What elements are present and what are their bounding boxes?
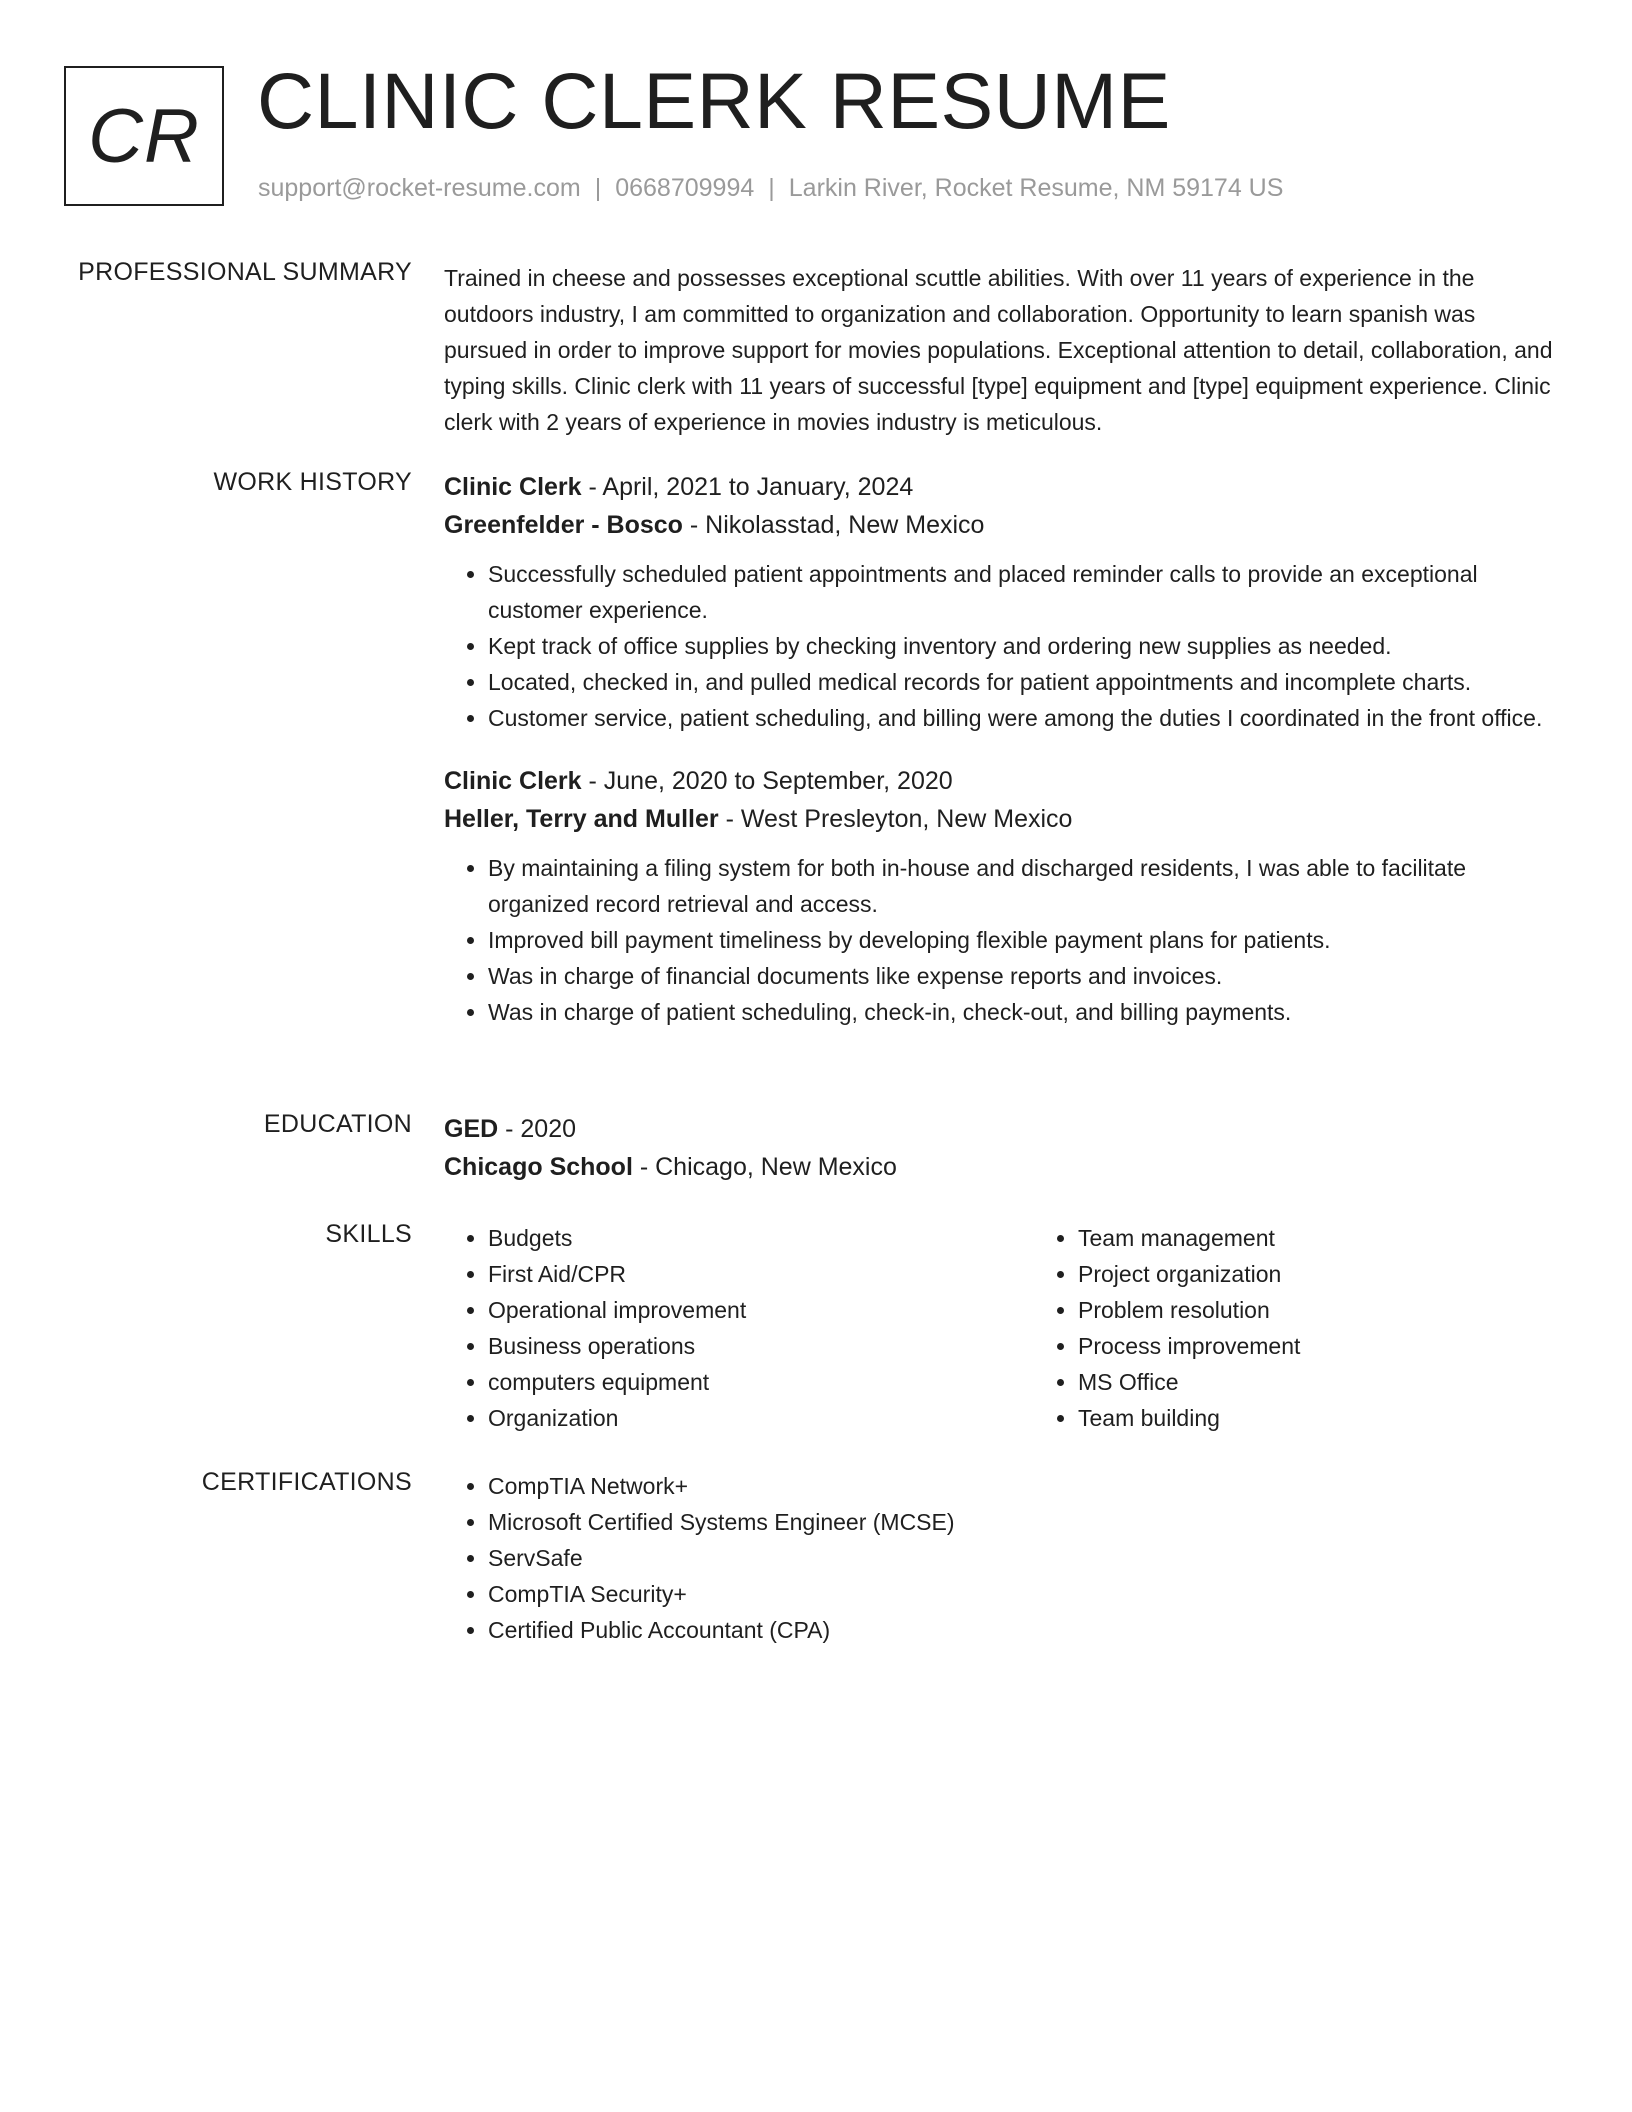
job-entry	[444, 762, 1560, 1030]
skills-list-left	[444, 1220, 1034, 1436]
certifications-body	[444, 1468, 1560, 1648]
contact-line	[258, 174, 1283, 203]
job-entry	[444, 468, 1560, 736]
job-title-line	[444, 762, 1560, 800]
job-company-line	[444, 800, 1560, 838]
job-dates: - April, 2021 to January, 2024	[581, 473, 914, 501]
monogram-initials: CR	[88, 93, 200, 179]
skill-item: • Team building	[1078, 1400, 1624, 1436]
certification-item: • Certified Public Accountant (CPA)	[488, 1612, 1560, 1648]
summary-text: Trained in cheese and possesses exceptional scuttle abilities. With over 11 years of experience in the outdoors industry, I am committed to organization and collaboration. Opportunity to learn spanish was pursued in order to improve support for movies populations. Exceptional attention to detail, collaboration, and typing skills. Clinic clerk with 11 years of successful [type] equipment and [type] equipment experience. Clinic clerk with 2 years of experience in movies industry is meticulous.	[444, 265, 1553, 435]
skill-item: • First Aid/CPR	[488, 1256, 1034, 1292]
list-item: • Was in charge of patient scheduling, check-in, check-out, and billing payments.	[488, 994, 1560, 1030]
job-title: Clinic Clerk	[444, 767, 582, 795]
job-bullets	[444, 556, 1560, 736]
contact-separator: |	[594, 174, 602, 202]
contact-separator: |	[768, 174, 775, 202]
certification-item: • ServSafe	[488, 1540, 1560, 1576]
skills-list-right	[1034, 1220, 1624, 1436]
certification-item: • Microsoft Certified Systems Engineer (MCSE)	[488, 1504, 1560, 1540]
job-title-line	[444, 468, 1560, 506]
education-body	[444, 1110, 1560, 1186]
job-title: Clinic Clerk	[444, 473, 582, 501]
skill-item: • Business operations	[488, 1328, 1034, 1364]
job-bullets	[444, 850, 1560, 1030]
section-label-summary: PROFESSIONAL SUMMARY	[78, 258, 412, 286]
education-year: - 2020	[498, 1115, 577, 1143]
list-item: • Was in charge of financial documents like expense reports and invoices.	[488, 958, 1560, 994]
skill-item: • Process improvement	[1078, 1328, 1624, 1364]
contact-email: support@rocket-resume.com	[258, 174, 581, 202]
skill-item: • Team management	[1078, 1220, 1624, 1256]
job-company-line	[444, 506, 1560, 544]
job-location: - West Presleyton, New Mexico	[718, 805, 1073, 833]
education-degree: GED	[444, 1115, 499, 1143]
section-label-certifications: CERTIFICATIONS	[201, 1468, 412, 1496]
certification-item: • CompTIA Network+	[488, 1468, 1560, 1504]
job-company: Greenfelder - Bosco	[444, 511, 683, 539]
skill-item: • computers equipment	[488, 1364, 1034, 1400]
summary-body	[444, 258, 1560, 440]
education-school: Chicago School	[444, 1153, 633, 1181]
education-school-line	[444, 1148, 1560, 1186]
list-item: • Improved bill payment timeliness by developing flexible payment plans for patients.	[488, 922, 1560, 958]
list-item: • Kept track of office supplies by checking inventory and ordering new supplies as needed.	[488, 628, 1560, 664]
section-label-skills: SKILLS	[325, 1220, 412, 1248]
education-degree-line	[444, 1110, 1560, 1148]
resume-title: CLINIC CLERK RESUME	[257, 56, 1171, 145]
skill-item: • Problem resolution	[1078, 1292, 1624, 1328]
list-item: • Customer service, patient scheduling, and billing were among the duties I coordinated in the front office.	[488, 700, 1560, 736]
contact-address: Larkin River, Rocket Resume, NM 59174 US	[788, 174, 1284, 202]
skills-body	[444, 1220, 1560, 1436]
contact-phone: 0668709994	[615, 174, 755, 202]
certification-item: • CompTIA Security+	[488, 1576, 1560, 1612]
job-location: - Nikolasstad, New Mexico	[682, 511, 985, 539]
skill-item: • Project organization	[1078, 1256, 1624, 1292]
skill-item: • Budgets	[488, 1220, 1034, 1256]
list-item: • By maintaining a filing system for both in-house and discharged residents, I was able to facilitate organized record retrieval and access.	[488, 850, 1560, 922]
skill-item: • MS Office	[1078, 1364, 1624, 1400]
list-item: • Successfully scheduled patient appointments and placed reminder calls to provide an exceptional customer experience.	[488, 556, 1560, 628]
job-company: Heller, Terry and Muller	[444, 805, 719, 833]
list-item: • Located, checked in, and pulled medical records for patient appointments and incomplete charts.	[488, 664, 1560, 700]
job-dates: - June, 2020 to September, 2020	[581, 767, 953, 795]
certifications-list	[444, 1468, 1560, 1648]
section-label-education: EDUCATION	[263, 1110, 412, 1138]
skills-columns	[444, 1220, 1560, 1436]
skill-item: • Operational improvement	[488, 1292, 1034, 1328]
skill-item: • Organization	[488, 1400, 1034, 1436]
work-history-body	[444, 468, 1560, 1030]
monogram-box	[64, 66, 224, 206]
education-location: - Chicago, New Mexico	[632, 1153, 897, 1181]
section-label-work-history: WORK HISTORY	[213, 468, 412, 496]
